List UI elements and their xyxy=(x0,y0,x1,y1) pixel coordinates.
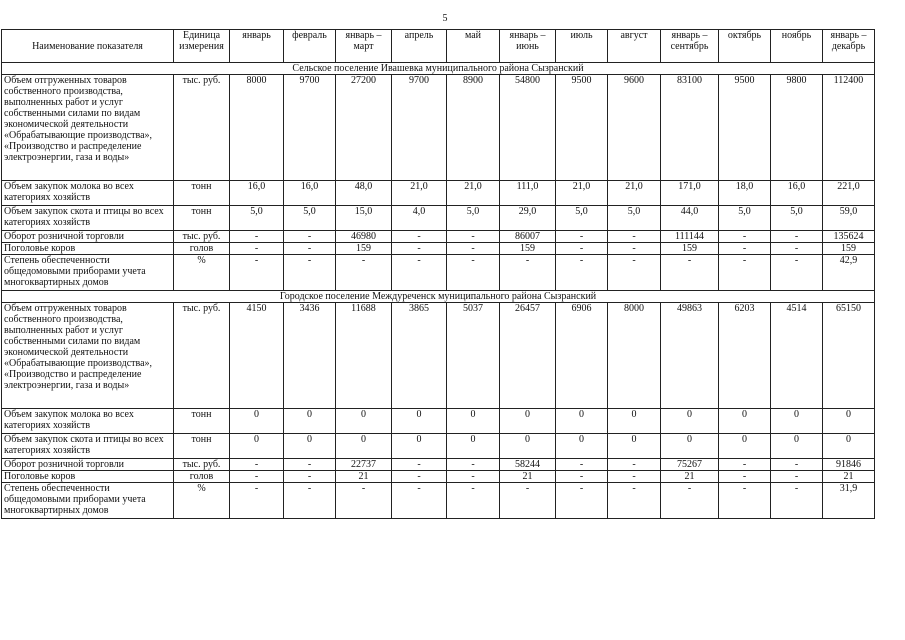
value-cell: 111,0 xyxy=(500,181,556,206)
value-cell: 0 xyxy=(719,409,771,434)
value-cell: 21 xyxy=(336,471,392,483)
value-cell: - xyxy=(556,483,608,519)
value-cell: - xyxy=(556,471,608,483)
value-cell: 18,0 xyxy=(719,181,771,206)
value-cell: - xyxy=(230,471,284,483)
value-cell: - xyxy=(719,471,771,483)
value-cell: - xyxy=(230,459,284,471)
value-cell: 9700 xyxy=(284,75,336,181)
value-cell: 83100 xyxy=(661,75,719,181)
section-header-row xyxy=(2,63,875,75)
value-cell: 16,0 xyxy=(284,181,336,206)
value-cell: 29,0 xyxy=(500,206,556,231)
value-cell: - xyxy=(771,483,823,519)
table-row xyxy=(2,303,875,409)
value-cell: - xyxy=(608,459,661,471)
value-cell: 111144 xyxy=(661,231,719,243)
value-cell: 21 xyxy=(500,471,556,483)
value-cell: 3436 xyxy=(284,303,336,409)
value-cell: 0 xyxy=(608,409,661,434)
value-cell: - xyxy=(447,243,500,255)
value-cell: 221,0 xyxy=(823,181,875,206)
value-cell: 0 xyxy=(608,434,661,459)
page-number: 5 xyxy=(442,13,448,24)
table-body xyxy=(2,63,875,519)
header-period: январь xyxy=(230,30,284,63)
value-cell: 8900 xyxy=(447,75,500,181)
value-cell: 75267 xyxy=(661,459,719,471)
indicator-unit: тонн xyxy=(174,409,230,434)
value-cell: 0 xyxy=(771,409,823,434)
value-cell: 5,0 xyxy=(556,206,608,231)
header-period: октябрь xyxy=(719,30,771,63)
value-cell: 0 xyxy=(661,409,719,434)
indicator-unit: % xyxy=(174,255,230,291)
section-title: Сельское поселение Ивашевка муниципального района Сызранский xyxy=(2,63,875,75)
value-cell: - xyxy=(771,471,823,483)
value-cell: 135624 xyxy=(823,231,875,243)
table-header-row xyxy=(2,30,875,63)
value-cell: 0 xyxy=(284,409,336,434)
indicator-name: Объем закупок скота и птицы во всех категориях хозяйств xyxy=(2,434,174,459)
value-cell: 65150 xyxy=(823,303,875,409)
value-cell: 22737 xyxy=(336,459,392,471)
value-cell: 58244 xyxy=(500,459,556,471)
value-cell: - xyxy=(719,243,771,255)
indicator-unit: голов xyxy=(174,471,230,483)
value-cell: - xyxy=(608,471,661,483)
value-cell: 5,0 xyxy=(447,206,500,231)
value-cell: 4,0 xyxy=(392,206,447,231)
value-cell: - xyxy=(556,243,608,255)
value-cell: 0 xyxy=(661,434,719,459)
value-cell: 91846 xyxy=(823,459,875,471)
indicator-name: Степень обеспеченности общедомовыми приборами учета многоквартирных домов xyxy=(2,255,174,291)
value-cell: 9800 xyxy=(771,75,823,181)
header-period: июль xyxy=(556,30,608,63)
value-cell: 86007 xyxy=(500,231,556,243)
value-cell: - xyxy=(284,255,336,291)
value-cell: 0 xyxy=(823,409,875,434)
value-cell: 5,0 xyxy=(719,206,771,231)
indicators-table xyxy=(1,29,875,519)
value-cell: 5,0 xyxy=(771,206,823,231)
indicator-name: Степень обеспеченности общедомовыми приборами учета многоквартирных домов xyxy=(2,483,174,519)
value-cell: 4514 xyxy=(771,303,823,409)
value-cell: 0 xyxy=(392,434,447,459)
value-cell: 0 xyxy=(556,434,608,459)
value-cell: 0 xyxy=(719,434,771,459)
indicator-unit: тыс. руб. xyxy=(174,231,230,243)
header-period: январь – сентябрь xyxy=(661,30,719,63)
indicator-unit: тыс. руб. xyxy=(174,459,230,471)
indicator-unit: тонн xyxy=(174,181,230,206)
value-cell: 4150 xyxy=(230,303,284,409)
value-cell: 0 xyxy=(556,409,608,434)
value-cell: 21 xyxy=(661,471,719,483)
indicator-name: Объем отгруженных товаров собственного производства, выполненных работ и услуг собственными силами по видам экономической деятельности «Обрабатывающие производства», «Производство и распределение электроэнергии, газа и воды» xyxy=(2,75,174,181)
indicator-name: Оборот розничной торговли xyxy=(2,459,174,471)
value-cell: 5,0 xyxy=(608,206,661,231)
indicator-name: Поголовье коров xyxy=(2,471,174,483)
header-unit: Единица измерения xyxy=(174,30,230,63)
value-cell: - xyxy=(719,483,771,519)
value-cell: 42,9 xyxy=(823,255,875,291)
value-cell: 171,0 xyxy=(661,181,719,206)
value-cell: - xyxy=(284,231,336,243)
value-cell: - xyxy=(771,243,823,255)
value-cell: 27200 xyxy=(336,75,392,181)
value-cell: - xyxy=(556,459,608,471)
value-cell: 9500 xyxy=(719,75,771,181)
value-cell: - xyxy=(392,471,447,483)
table-row xyxy=(2,231,875,243)
value-cell: - xyxy=(447,471,500,483)
value-cell: - xyxy=(556,255,608,291)
value-cell: 16,0 xyxy=(771,181,823,206)
indicator-unit: тыс. руб. xyxy=(174,303,230,409)
value-cell: - xyxy=(447,231,500,243)
value-cell: 21,0 xyxy=(447,181,500,206)
header-name: Наименование показателя xyxy=(2,30,174,63)
header-period: май xyxy=(447,30,500,63)
indicator-unit: голов xyxy=(174,243,230,255)
indicator-name: Оборот розничной торговли xyxy=(2,231,174,243)
value-cell: 26457 xyxy=(500,303,556,409)
value-cell: - xyxy=(608,231,661,243)
indicator-unit: % xyxy=(174,483,230,519)
value-cell: 0 xyxy=(447,409,500,434)
value-cell: - xyxy=(556,231,608,243)
value-cell: 5,0 xyxy=(230,206,284,231)
value-cell: - xyxy=(392,459,447,471)
value-cell: 21,0 xyxy=(556,181,608,206)
value-cell: 15,0 xyxy=(336,206,392,231)
value-cell: - xyxy=(284,243,336,255)
value-cell: 16,0 xyxy=(230,181,284,206)
value-cell: - xyxy=(230,231,284,243)
value-cell: - xyxy=(230,243,284,255)
value-cell: 5037 xyxy=(447,303,500,409)
value-cell: 11688 xyxy=(336,303,392,409)
value-cell: 31,9 xyxy=(823,483,875,519)
value-cell: - xyxy=(771,255,823,291)
indicator-name: Объем отгруженных товаров собственного производства, выполненных работ и услуг собственными силами по видам экономической деятельности «Обрабатывающие производства», «Производство и распределение электроэнергии, газа и воды» xyxy=(2,303,174,409)
value-cell: - xyxy=(336,255,392,291)
value-cell: 3865 xyxy=(392,303,447,409)
value-cell: - xyxy=(230,483,284,519)
section-title: Городское поселение Междуреченск муниципального района Сызранский xyxy=(2,291,875,303)
table-row xyxy=(2,255,875,291)
value-cell: - xyxy=(447,459,500,471)
table-row xyxy=(2,483,875,519)
value-cell: 8000 xyxy=(230,75,284,181)
indicator-unit: тонн xyxy=(174,434,230,459)
section-header-row xyxy=(2,291,875,303)
value-cell: - xyxy=(661,483,719,519)
table-row xyxy=(2,409,875,434)
value-cell: 0 xyxy=(284,434,336,459)
value-cell: - xyxy=(719,459,771,471)
value-cell: - xyxy=(719,231,771,243)
value-cell: 0 xyxy=(500,434,556,459)
value-cell: - xyxy=(608,243,661,255)
header-period: январь – декабрь xyxy=(823,30,875,63)
value-cell: 0 xyxy=(771,434,823,459)
indicator-name: Объем закупок молока во всех категориях хозяйств xyxy=(2,181,174,206)
value-cell: 6906 xyxy=(556,303,608,409)
value-cell: - xyxy=(392,243,447,255)
value-cell: 9500 xyxy=(556,75,608,181)
table-row xyxy=(2,243,875,255)
header-period: январь – июнь xyxy=(500,30,556,63)
table-row xyxy=(2,181,875,206)
value-cell: - xyxy=(771,231,823,243)
header-period: январь – март xyxy=(336,30,392,63)
value-cell: 159 xyxy=(823,243,875,255)
indicator-name: Объем закупок молока во всех категориях хозяйств xyxy=(2,409,174,434)
value-cell: 21,0 xyxy=(608,181,661,206)
value-cell: 21,0 xyxy=(392,181,447,206)
value-cell: - xyxy=(284,471,336,483)
value-cell: 0 xyxy=(823,434,875,459)
value-cell: 9600 xyxy=(608,75,661,181)
value-cell: - xyxy=(284,459,336,471)
indicator-name: Поголовье коров xyxy=(2,243,174,255)
value-cell: 49863 xyxy=(661,303,719,409)
value-cell: - xyxy=(608,483,661,519)
value-cell: - xyxy=(447,483,500,519)
table-row xyxy=(2,434,875,459)
value-cell: 0 xyxy=(447,434,500,459)
value-cell: 159 xyxy=(336,243,392,255)
value-cell: - xyxy=(392,231,447,243)
table-row xyxy=(2,206,875,231)
indicator-unit: тыс. руб. xyxy=(174,75,230,181)
value-cell: 21 xyxy=(823,471,875,483)
value-cell: 6203 xyxy=(719,303,771,409)
value-cell: 159 xyxy=(661,243,719,255)
value-cell: - xyxy=(719,255,771,291)
value-cell: 0 xyxy=(392,409,447,434)
indicator-unit: тонн xyxy=(174,206,230,231)
value-cell: - xyxy=(230,255,284,291)
table-row xyxy=(2,459,875,471)
value-cell: 0 xyxy=(500,409,556,434)
value-cell: - xyxy=(336,483,392,519)
value-cell: 9700 xyxy=(392,75,447,181)
indicator-name: Объем закупок скота и птицы во всех категориях хозяйств xyxy=(2,206,174,231)
value-cell: 5,0 xyxy=(284,206,336,231)
value-cell: 159 xyxy=(500,243,556,255)
value-cell: 44,0 xyxy=(661,206,719,231)
header-period: апрель xyxy=(392,30,447,63)
table-row xyxy=(2,471,875,483)
value-cell: - xyxy=(500,255,556,291)
value-cell: 0 xyxy=(230,409,284,434)
value-cell: - xyxy=(608,255,661,291)
value-cell: 48,0 xyxy=(336,181,392,206)
value-cell: - xyxy=(284,483,336,519)
table-row xyxy=(2,75,875,181)
value-cell: - xyxy=(771,459,823,471)
header-period: ноябрь xyxy=(771,30,823,63)
value-cell: 46980 xyxy=(336,231,392,243)
value-cell: 112400 xyxy=(823,75,875,181)
value-cell: 0 xyxy=(230,434,284,459)
value-cell: 0 xyxy=(336,434,392,459)
value-cell: 0 xyxy=(336,409,392,434)
header-period: февраль xyxy=(284,30,336,63)
value-cell: - xyxy=(500,483,556,519)
value-cell: 8000 xyxy=(608,303,661,409)
value-cell: - xyxy=(661,255,719,291)
value-cell: - xyxy=(392,255,447,291)
value-cell: - xyxy=(392,483,447,519)
header-period: август xyxy=(608,30,661,63)
value-cell: 54800 xyxy=(500,75,556,181)
value-cell: 59,0 xyxy=(823,206,875,231)
value-cell: - xyxy=(447,255,500,291)
